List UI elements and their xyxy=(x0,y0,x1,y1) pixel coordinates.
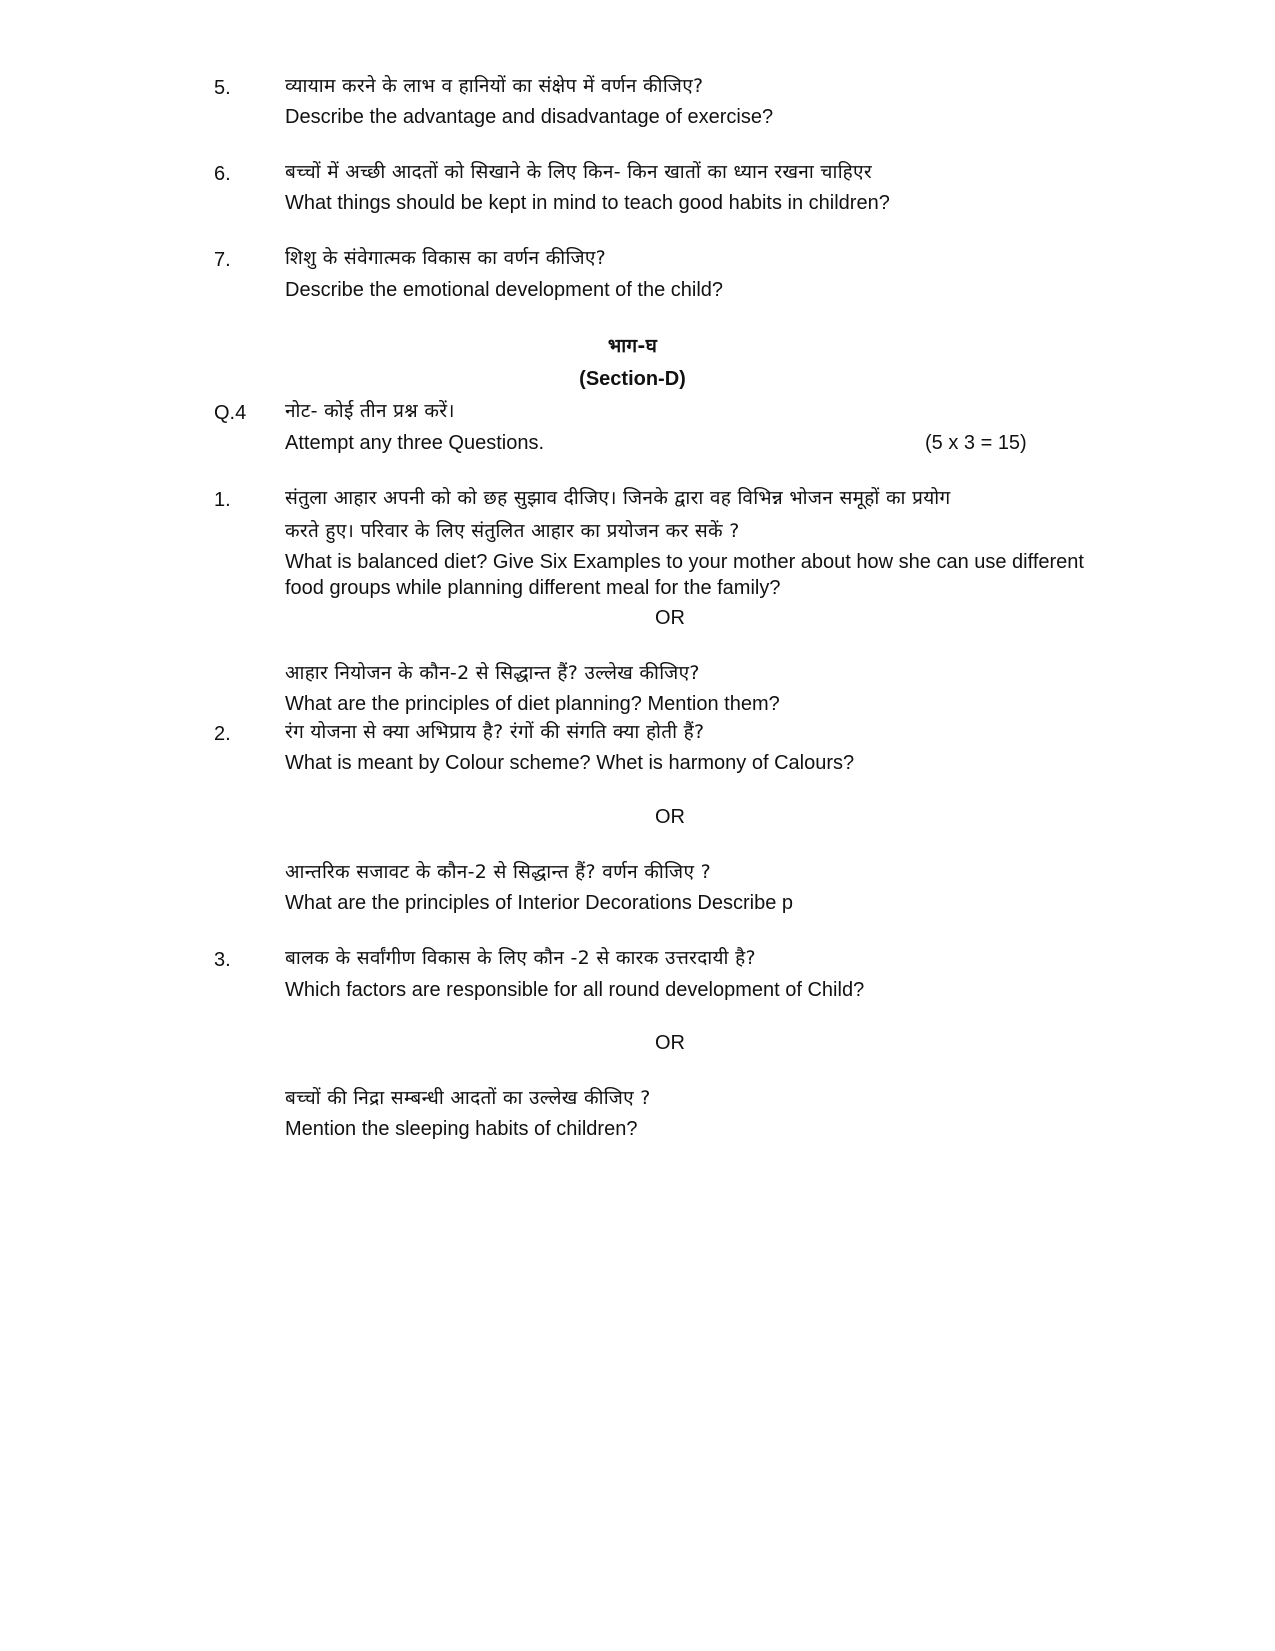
marks-allocation: (5 x 3 = 15) xyxy=(925,432,1027,454)
note-english: Attempt any three Questions. xyxy=(285,432,545,454)
section-d-question-1-hindi-line-2: करते हुए। परिवार के लिए संतुलित आहार का प्रयोजन कर सकें ? xyxy=(285,520,740,542)
section-d-question-number-3: 3. xyxy=(214,949,231,971)
question-6-hindi: बच्चों में अच्छी आदतों को सिखाने के लिए किन- किन खातों का ध्यान रखना चाहिएर xyxy=(285,161,872,183)
section-d-question-2-alt-english: What are the principles of Interior Decorations Describe p xyxy=(285,892,794,914)
or-separator: OR xyxy=(655,806,685,828)
section-d-question-1-alt-hindi: आहार नियोजन के कौन-2 से सिद्धान्त हैं? उल्लेख कीजिए? xyxy=(285,662,700,684)
question-6-english: What things should be kept in mind to teach good habits in children? xyxy=(285,192,890,214)
section-d-question-1-alt-english: What are the principles of diet planning? Mention them? xyxy=(285,693,780,715)
section-d-question-3-english: Which factors are responsible for all round development of Child? xyxy=(285,979,865,1001)
section-d-question-2-hindi: रंग योजना से क्या अभिप्राय है? रंगों की संगति क्या होती हैं? xyxy=(285,721,705,743)
or-separator: OR xyxy=(655,607,685,629)
section-d-question-3-alt-english: Mention the sleeping habits of children? xyxy=(285,1118,638,1140)
section-d-question-1-hindi-line-1: संतुला आहार अपनी को को छह सुझाव दीजिए। जिनके द्वारा वह विभिन्न भोजन समूहों का प्रयोग xyxy=(285,487,951,509)
section-d-question-2-alt-hindi: आन्तरिक सजावट के कौन-2 से सिद्धान्त हैं? वर्णन कीजिए ? xyxy=(285,861,711,883)
question-5-hindi: व्यायाम करने के लाभ व हानियों का संक्षेप में वर्णन कीजिए? xyxy=(285,75,704,97)
question-number-5: 5. xyxy=(214,77,231,99)
question-number-6: 6. xyxy=(214,163,231,185)
section-d-question-number-2: 2. xyxy=(214,723,231,745)
section-d-question-number-1: 1. xyxy=(214,489,231,511)
question-7-hindi: शिशु के संवेगात्मक विकास का वर्णन कीजिए? xyxy=(285,247,607,269)
question-number-q4: Q.4 xyxy=(214,402,247,424)
section-heading-hindi: भाग-घ xyxy=(607,335,658,357)
section-d-question-3-hindi: बालक के सर्वांगीण विकास के लिए कौन -2 से कारक उत्तरदायी है? xyxy=(285,947,756,969)
section-d-question-2-english: What is meant by Colour scheme? Whet is harmony of Calours? xyxy=(285,752,855,774)
or-separator: OR xyxy=(655,1032,685,1054)
note-hindi: नोट- कोई तीन प्रश्न करें। xyxy=(285,400,455,422)
section-d-question-1-english-line-2: food groups while planning different meal for the family? xyxy=(285,577,781,599)
section-d-question-1-english-line-1: What is balanced diet? Give Six Examples to your mother about how she can use different xyxy=(285,551,1084,573)
question-5-english: Describe the advantage and disadvantage of exercise? xyxy=(285,106,774,128)
question-7-english: Describe the emotional development of the child? xyxy=(285,279,724,301)
question-number-7: 7. xyxy=(214,249,231,271)
section-heading-english: (Section-D) xyxy=(579,368,686,390)
section-d-question-3-alt-hindi: बच्चों की निद्रा सम्बन्धी आदतों का उल्लेख कीजिए ? xyxy=(285,1087,651,1109)
